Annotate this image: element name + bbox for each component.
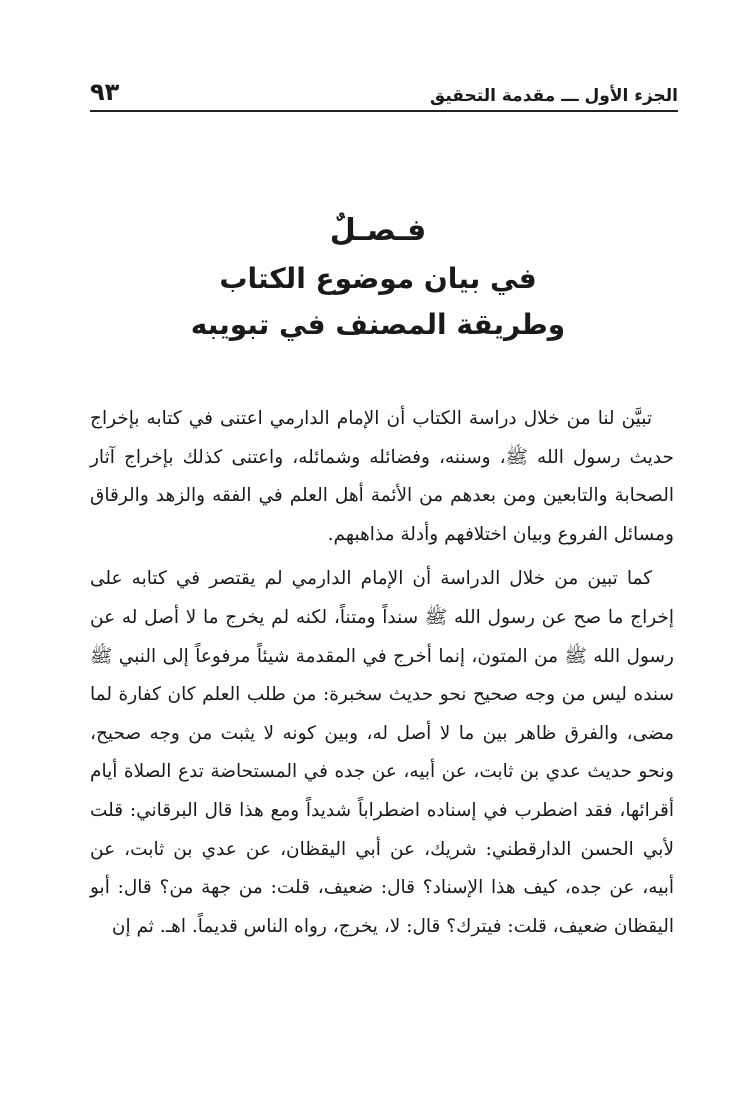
section-heading [78,206,678,348]
body-text [90,400,674,946]
paragraph-1: تبيَّن لنا من خلال دراسة الكتاب أن الإمام الدارمي اعتنى في كتابه بإخراج حديث رسول الله ﷺ، وسننه، وفضائله وشمائله، واعتنى كذلك بإخراج آثار الصحابة والتابعين ومن بعدهم من الأئمة أهل العلم في الفقه والزهد والرقاق ومسائل الفروع وبيان اختلافهم وأدلة مذاهبهم. [90,408,674,545]
section-heading-line-1: في بيان موضوع الكتاب [219,262,537,295]
section-heading-word: فـصـلٌ [329,213,427,248]
paragraph-2: كما تبين من خلال الدراسة أن الإمام الدارمي لم يقتصر في كتابه على إخراج ما صح عن رسول الله ﷺ سنداً ومتناً، لكنه لم يخرج ما لا أصل له عن رسول الله ﷺ من المتون، إنما أخرج في المقدمة شيئاً مرفوعاً إلى النبي ﷺ سنده ليس من وجه صحيح نحو حديث سخبرة: من طلب العلم كان كفارة لما مضى، والفرق ظاهر بين ما لا أصل له، وبين كونه لا يثبت من وجه صحيح، ونحو حديث عدي بن ثابت، عن أبيه، عن جده في المستحاضة تدع الصلاة أيام أقرائها، فقد اضطرب في إسناده اضطراباً شديداً ومع هذا قال البرقاني: قلت لأبي الحسن الدارقطني: شريك، عن أبي اليقظان، عن عدي بن ثابت، عن أبيه، عن جده، كيف هذا الإسناد؟ قال: ضعيف، قلت: من جهة من؟ قال: أبو اليقظان ضعيف، قلت: فيترك؟ قال: لا، يخرج، رواه الناس قديماً. اهـ. ثم إن [90,568,674,937]
section-heading-line-2: وطريقة المصنف في تبويبه [190,308,566,341]
running-head [90,66,678,112]
running-title: الجزء الأول ـــ مقدمة التحقيق [430,86,678,106]
page-number: ٩٣ [90,78,120,106]
